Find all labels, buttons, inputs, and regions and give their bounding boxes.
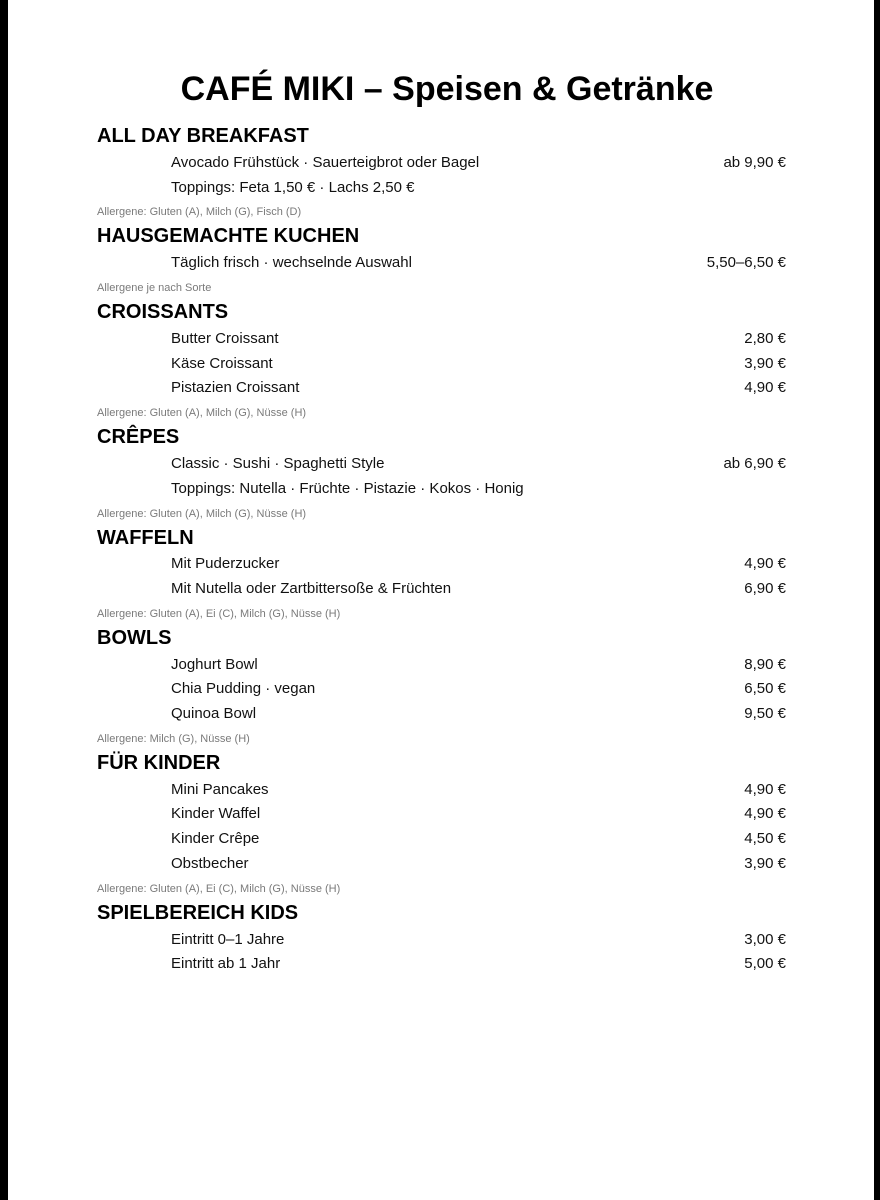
menu-item	[171, 576, 786, 601]
menu-item	[171, 351, 786, 376]
item-price: 6,50 €	[744, 680, 786, 698]
menu-section	[8, 123, 874, 223]
menu-section	[8, 900, 874, 976]
menu-item	[171, 851, 786, 876]
menu-item	[171, 326, 786, 351]
menu-item	[171, 451, 786, 476]
menu-section	[8, 750, 874, 900]
section-title: SPIELBEREICH KIDS	[97, 901, 299, 924]
item-list	[171, 927, 786, 976]
item-label: Chia Pudding · vegan	[171, 680, 316, 698]
item-price: ab 6,90 €	[723, 454, 786, 472]
item-label: Kinder Crêpe	[171, 830, 260, 848]
item-label: Täglich frisch · wechselnde Auswahl	[171, 254, 412, 272]
menu-item	[171, 552, 786, 577]
section-title: HAUSGEMACHTE KUCHEN	[97, 225, 360, 248]
menu-item	[171, 250, 786, 275]
item-list	[171, 652, 786, 726]
item-label: Kinder Waffel	[171, 805, 261, 823]
item-list	[171, 326, 786, 400]
menu-item	[171, 652, 786, 677]
section-title: FÜR KINDER	[97, 751, 221, 774]
menu-item	[171, 701, 786, 726]
menu-item	[171, 476, 786, 501]
menu-section	[8, 625, 874, 750]
menu-item	[171, 802, 786, 827]
item-list	[171, 150, 786, 199]
item-label: Classic · Sushi · Spaghetti Style	[171, 454, 385, 472]
item-list	[171, 552, 786, 601]
item-label: Toppings: Feta 1,50 € · Lachs 2,50 €	[171, 178, 415, 196]
section-title: ALL DAY BREAKFAST	[97, 125, 309, 147]
item-label: Quinoa Bowl	[171, 705, 257, 723]
item-label: Eintritt ab 1 Jahr	[171, 955, 281, 973]
item-label: Mit Nutella oder Zartbittersoße & Früchten	[171, 580, 452, 598]
item-list	[171, 777, 786, 876]
menu-section	[8, 525, 874, 625]
allergen-note: Allergene: Gluten (A), Milch (G), Fisch (D)	[97, 206, 302, 219]
section-title: BOWLS	[97, 626, 172, 649]
section-title: CROISSANTS	[97, 301, 229, 324]
item-price: 4,50 €	[744, 830, 786, 848]
item-label: Toppings: Nutella · Früchte · Pistazie · Kokos · Honig	[171, 479, 524, 497]
allergen-note: Allergene: Gluten (A), Ei (C), Milch (G), Nüsse (H)	[97, 882, 341, 895]
menu-section	[8, 299, 874, 424]
section-title: CRÊPES	[97, 426, 180, 449]
item-label: Eintritt 0–1 Jahre	[171, 930, 285, 948]
item-price: 4,90 €	[744, 555, 786, 573]
item-price: 3,00 €	[744, 930, 786, 948]
menu-item	[171, 951, 786, 976]
item-list	[171, 451, 786, 500]
item-label: Joghurt Bowl	[171, 655, 258, 673]
menu-item	[171, 375, 786, 400]
menu-item	[171, 927, 786, 952]
item-price: ab 9,90 €	[723, 153, 786, 171]
allergen-note: Allergene je nach Sorte	[97, 282, 212, 295]
item-label: Obstbecher	[171, 854, 249, 872]
item-label: Mini Pancakes	[171, 780, 269, 798]
section-title: WAFFELN	[97, 526, 194, 549]
allergen-note: Allergene: Gluten (A), Milch (G), Nüsse (H)	[97, 407, 307, 420]
allergen-note: Allergene: Milch (G), Nüsse (H)	[97, 732, 250, 745]
item-label: Mit Puderzucker	[171, 555, 280, 573]
menu-section	[8, 223, 874, 299]
item-price: 3,90 €	[744, 854, 786, 872]
item-price: 4,90 €	[744, 805, 786, 823]
menu-item	[171, 175, 786, 200]
item-label: Butter Croissant	[171, 329, 279, 347]
item-price: 4,90 €	[744, 780, 786, 798]
allergen-note: Allergene: Gluten (A), Ei (C), Milch (G), Nüsse (H)	[97, 607, 341, 620]
item-price: 9,50 €	[744, 705, 786, 723]
item-list	[171, 250, 786, 275]
item-label: Avocado Frühstück · Sauerteigbrot oder Bagel	[171, 153, 480, 171]
menu-sections	[8, 123, 874, 976]
item-price: 3,90 €	[744, 354, 786, 372]
menu-item	[171, 677, 786, 702]
item-price: 2,80 €	[744, 329, 786, 347]
menu-item	[171, 826, 786, 851]
page-title: CAFÉ MIKI – Speisen & Getränke	[180, 70, 714, 108]
item-price: 4,90 €	[744, 379, 786, 397]
item-price: 8,90 €	[744, 655, 786, 673]
menu-item	[171, 777, 786, 802]
menu-page	[8, 0, 874, 1200]
item-price: 5,50–6,50 €	[706, 254, 786, 272]
allergen-note: Allergene: Gluten (A), Milch (G), Nüsse (H)	[97, 507, 307, 520]
menu-item	[171, 150, 786, 175]
item-price: 5,00 €	[744, 955, 786, 973]
item-label: Käse Croissant	[171, 354, 273, 372]
item-label: Pistazien Croissant	[171, 379, 300, 397]
menu-section	[8, 424, 874, 524]
item-price: 6,90 €	[744, 580, 786, 598]
